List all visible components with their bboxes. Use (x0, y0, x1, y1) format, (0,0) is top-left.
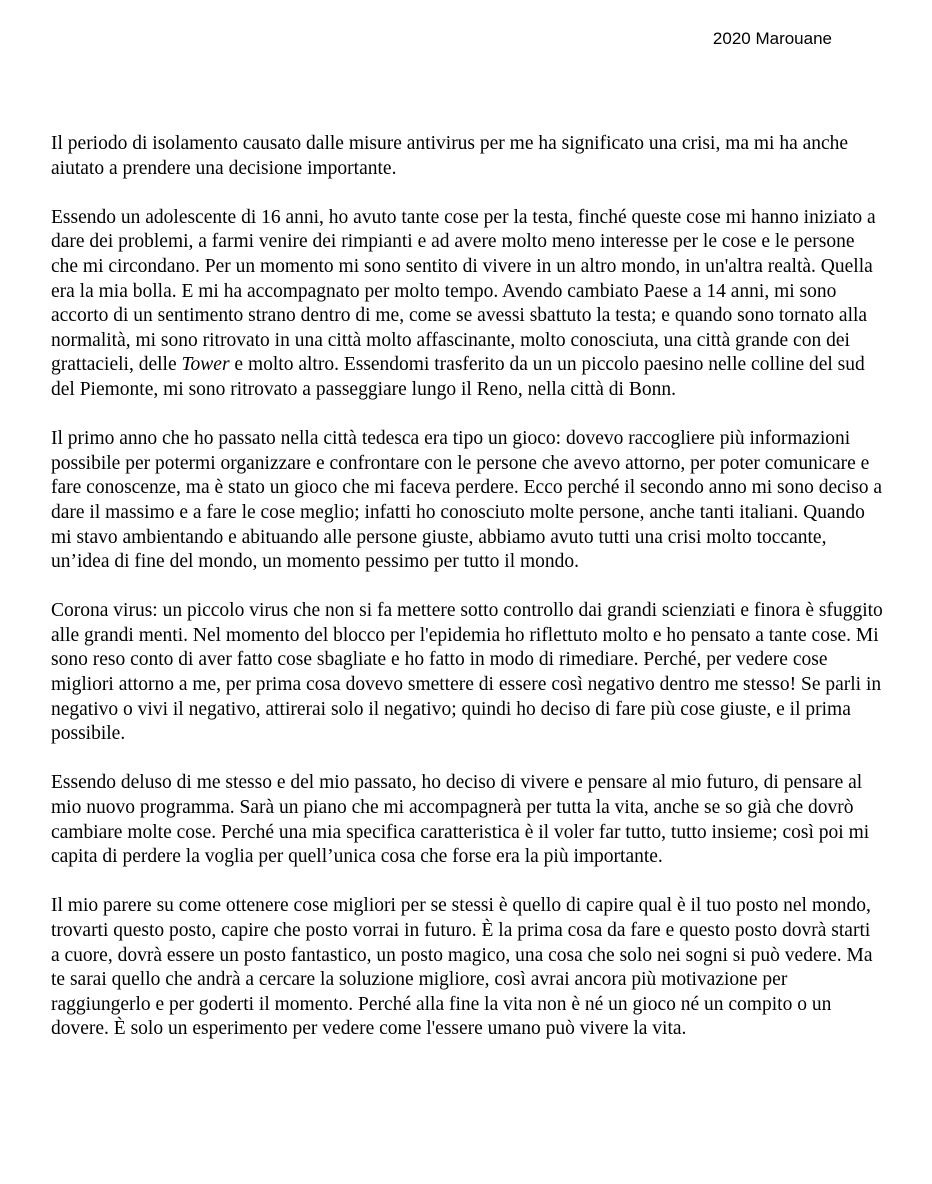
page-header: 2020 Marouane (712, 29, 832, 48)
document-body (51, 132, 883, 1067)
paragraph (51, 132, 883, 181)
paragraph (51, 599, 883, 747)
text-run: Il mio parere su come ottenere cose migliori per se stessi è quello di capire qual è il tuo posto nel mondo, trovarti questo posto, capire che posto vorrai in futuro. È la prima cosa da fare e questo posto dovrà starti a cuore, dovrà essere un posto fantastico, un posto magico, una cosa che solo nei sogni si può vedere. Ma te sarai quello che andrà a cercare la soluzione migliore, così avrai ancora più motivazione per raggiungerlo e per goderti il momento. Perché alla fine la vita non è né un gioco né un compito o un dovere. È solo un esperimento per vedere come l'essere umano può vivere la vita. (51, 895, 873, 1040)
paragraph (51, 206, 883, 403)
italic-text-run: Tower (181, 354, 230, 376)
paragraph (51, 894, 883, 1042)
text-run: Essendo deluso di me stesso e del mio passato, ho deciso di vivere e pensare al mio futuro, di pensare al mio nuovo programma. Sarà un piano che mi accompagnerà per tutta la vita, anche se so già che dovrò cambiare molte cose. Perché una mia specifica caratteristica è il voler far tutto, tutto insieme; così poi mi capita di perdere la voglia per quell’unica cosa che forse era la più importante. (51, 772, 870, 868)
paragraph (51, 427, 883, 575)
text-run: Essendo un adolescente di 16 anni, ho avuto tante cose per la testa, finché queste cose mi hanno iniziato a dare dei problemi, a farmi venire dei rimpianti e ad avere molto meno interesse per le cose e le persone che mi circondano. Per un momento mi sono sentito di vivere in un altro mondo, in un'altra realtà. Quella era la mia bolla. E mi ha accompagnato per molto tempo. Avendo cambiato Paese a 14 anni, mi sono accorto di un sentimento strano dentro di me, come se avessi sbattuto la testa; e quando sono tornato alla normalità, mi sono ritrovato in una città molto affascinante, molto conosciuta, una città grande con dei grattacieli, delle (51, 206, 876, 376)
paragraph (51, 771, 883, 869)
text-run: Il periodo di isolamento causato dalle misure antivirus per me ha significato una crisi, ma mi ha anche aiutato a prendere una decisione importante. (51, 133, 849, 179)
text-run: e molto altro. Essendomi trasferito da un un piccolo paesino nelle colline del sud del Piemonte, mi sono ritrovato a passeggiare lungo il Reno, nella città di Bonn. (51, 354, 865, 400)
text-run: Il primo anno che ho passato nella città tedesca era tipo un gioco: dovevo raccogliere più informazioni possibile per potermi organizzare e confrontare con le persone che avevo attorno, per poter comunicare e fare conoscenze, ma è stato un gioco che mi faceva perdere. Ecco perché il secondo anno mi sono deciso a dare il massimo e a fare le cose meglio; infatti ho conosciuto molte persone, anche tanti italiani. Quando mi stavo ambientando e abituando alle persone giuste, abbiamo avuto tutti una crisi molto toccante, un’idea di fine del mondo, un momento pessimo per tutto il mondo. (51, 428, 883, 573)
text-run: Corona virus: un piccolo virus che non si fa mettere sotto controllo dai grandi scienziati e finora è sfuggito alle grandi menti. Nel momento del blocco per l'epidemia ho riflettuto molto e ho pensato a tante cose. Mi sono reso conto di aver fatto cose sbagliate e ho fatto in modo di rimediare. Perché, per vedere cose migliori attorno a me, per prima cosa dovevo smettere di essere così negativo dentro me stesso! Se parli in negativo o vivi il negativo, attirerai solo il negativo; quindi ho deciso di fare più cose giuste, e il prima possibile. (51, 600, 883, 745)
